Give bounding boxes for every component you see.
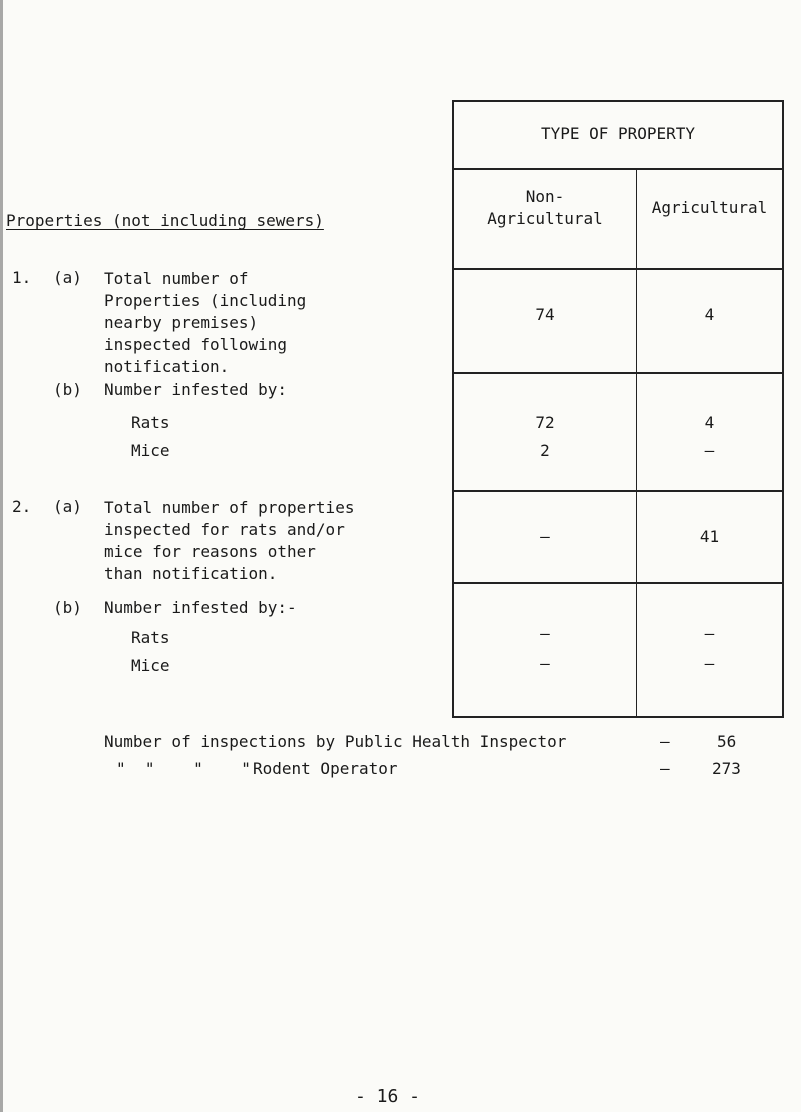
page-edge (0, 0, 3, 1112)
r1a-sub-label: (a) (53, 268, 82, 287)
r1-number: 1. (12, 268, 32, 287)
r2a-agricultural-value: 41 (699, 527, 720, 546)
table-row-divider-3 (452, 490, 784, 492)
r1b-mice-agricultural: – (704, 441, 715, 460)
inspections-line1-dash: – (660, 732, 670, 751)
r1b-rats-label: Rats (131, 413, 170, 432)
r2b-rats-agricultural: – (704, 624, 715, 643)
r1a-non-agricultural-value: 74 (535, 305, 555, 324)
page-number: - 16 - (355, 1086, 421, 1107)
r1b-mice-non-agricultural: 2 (540, 441, 550, 460)
r2b-rats-label: Rats (131, 628, 170, 647)
r1b-sub-label: (b) (53, 380, 82, 399)
r1b-rats-agricultural: 4 (704, 413, 715, 432)
section-title: Properties (not including sewers) (6, 211, 324, 230)
r2b-rats-non-agricultural: – (540, 624, 550, 643)
r2b-mice-agricultural: – (704, 654, 715, 673)
table-row-divider-2 (452, 372, 784, 374)
r1a-agricultural-value: 4 (704, 305, 715, 324)
r2a-description: Total number of properties inspected for rats and/or mice for reasons other than notification. (104, 498, 355, 583)
table-header-divider (452, 168, 784, 170)
r2b-mice-non-agricultural: – (540, 654, 550, 673)
r2-number: 2. (12, 497, 32, 516)
table-right-border (782, 100, 784, 718)
table-top-border (452, 100, 784, 102)
inspections-line2-value: 273 (712, 759, 741, 778)
table-row-divider-4 (452, 582, 784, 584)
inspections-line2-dash: – (660, 759, 670, 778)
inspections-line2-label: Rodent Operator (253, 759, 398, 778)
r2b-description: Number infested by:- (104, 598, 297, 617)
table-bottom-border (452, 716, 784, 718)
type-of-property-header: TYPE OF PROPERTY (540, 124, 696, 143)
inspections-line1-label: Number of inspections by Public Health Inspector (104, 732, 567, 751)
r1b-description: Number infested by: (104, 380, 288, 399)
table-row-divider-1 (452, 268, 784, 270)
r2b-sub-label: (b) (53, 598, 82, 617)
r2a-sub-label: (a) (53, 497, 82, 516)
agricultural-header: Agricultural (651, 198, 768, 217)
non-agricultural-header: Non- Agricultural (487, 187, 603, 228)
inspections-line2-ditto: " " " " (116, 759, 251, 778)
r2b-mice-label: Mice (131, 656, 170, 675)
r1b-rats-non-agricultural: 72 (535, 413, 555, 432)
inspections-line1-value: 56 (717, 732, 737, 751)
r1b-mice-label: Mice (131, 441, 170, 460)
r2a-non-agricultural-value: – (540, 527, 550, 546)
r1a-description: Total number of Properties (including nearby premises) inspected following notification. (104, 269, 307, 376)
